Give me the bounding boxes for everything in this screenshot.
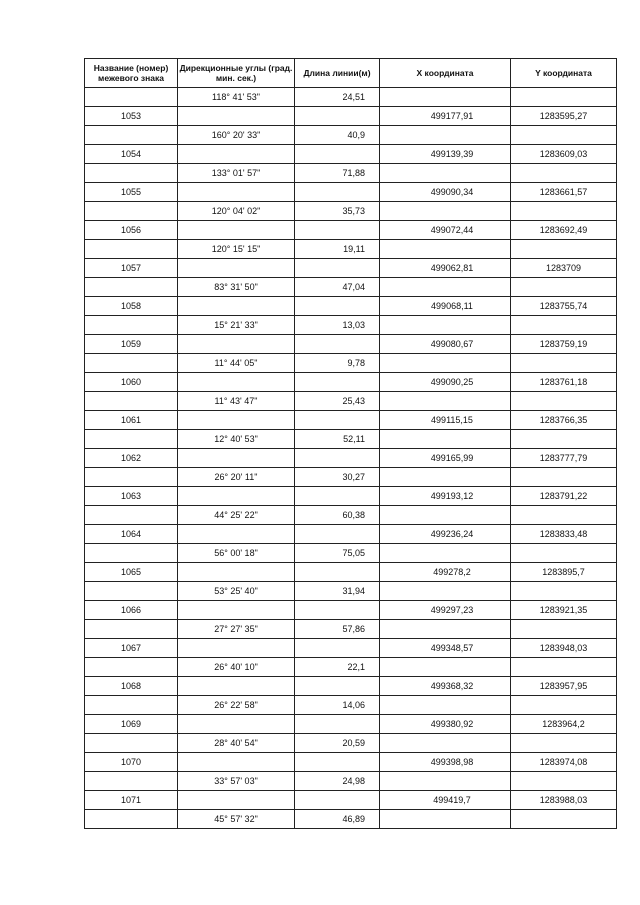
point-name-cell bbox=[85, 88, 178, 107]
x-cell: 499398,98 bbox=[380, 753, 511, 772]
y-cell: 1283948,03 bbox=[511, 639, 617, 658]
x-cell bbox=[380, 620, 511, 639]
y-cell bbox=[511, 696, 617, 715]
y-cell bbox=[511, 316, 617, 335]
y-cell: 1283595,27 bbox=[511, 107, 617, 126]
x-cell bbox=[380, 126, 511, 145]
bearing-cell: 11° 43' 47" bbox=[178, 392, 295, 411]
length-cell: 24,98 bbox=[295, 772, 380, 791]
table-row-segment bbox=[85, 468, 617, 487]
bearing-cell: 45° 57' 32" bbox=[178, 810, 295, 829]
point-name-cell bbox=[85, 468, 178, 487]
table-row-point bbox=[85, 183, 617, 202]
x-cell bbox=[380, 164, 511, 183]
y-cell: 1283777,79 bbox=[511, 449, 617, 468]
y-cell: 1283609,03 bbox=[511, 145, 617, 164]
table-row-segment bbox=[85, 696, 617, 715]
y-cell bbox=[511, 430, 617, 449]
length-cell bbox=[295, 183, 380, 202]
x-cell bbox=[380, 202, 511, 221]
length-cell: 24,51 bbox=[295, 88, 380, 107]
point-name-cell: 1061 bbox=[85, 411, 178, 430]
x-cell bbox=[380, 506, 511, 525]
bearing-cell: 27° 27' 35" bbox=[178, 620, 295, 639]
y-cell: 1283833,48 bbox=[511, 525, 617, 544]
header-x: X координата bbox=[380, 59, 511, 88]
y-cell: 1283791,22 bbox=[511, 487, 617, 506]
length-cell: 60,38 bbox=[295, 506, 380, 525]
y-cell bbox=[511, 582, 617, 601]
point-name-cell: 1062 bbox=[85, 449, 178, 468]
length-cell bbox=[295, 221, 380, 240]
length-cell bbox=[295, 677, 380, 696]
point-name-cell bbox=[85, 620, 178, 639]
bearing-cell bbox=[178, 335, 295, 354]
x-cell bbox=[380, 278, 511, 297]
x-cell bbox=[380, 810, 511, 829]
length-cell: 25,43 bbox=[295, 392, 380, 411]
table-row-segment bbox=[85, 772, 617, 791]
y-cell: 1283957,95 bbox=[511, 677, 617, 696]
bearing-cell bbox=[178, 563, 295, 582]
table-row-point bbox=[85, 677, 617, 696]
length-cell bbox=[295, 753, 380, 772]
length-cell: 52,11 bbox=[295, 430, 380, 449]
bearing-cell: 133° 01' 57" bbox=[178, 164, 295, 183]
point-name-cell bbox=[85, 240, 178, 259]
table-row-point bbox=[85, 563, 617, 582]
bearing-cell: 26° 20' 11" bbox=[178, 468, 295, 487]
table-row-point bbox=[85, 411, 617, 430]
table-row-segment bbox=[85, 88, 617, 107]
y-cell: 1283759,19 bbox=[511, 335, 617, 354]
y-cell bbox=[511, 468, 617, 487]
length-cell: 46,89 bbox=[295, 810, 380, 829]
y-cell bbox=[511, 620, 617, 639]
point-name-cell bbox=[85, 734, 178, 753]
point-name-cell: 1066 bbox=[85, 601, 178, 620]
y-cell bbox=[511, 658, 617, 677]
x-cell: 499419,7 bbox=[380, 791, 511, 810]
x-cell bbox=[380, 468, 511, 487]
x-cell: 499090,25 bbox=[380, 373, 511, 392]
table-row-point bbox=[85, 791, 617, 810]
x-cell: 499080,67 bbox=[380, 335, 511, 354]
bearing-cell bbox=[178, 373, 295, 392]
length-cell bbox=[295, 107, 380, 126]
y-cell bbox=[511, 354, 617, 373]
header-length: Длина линии(м) bbox=[295, 59, 380, 88]
bearing-cell: 28° 40' 54" bbox=[178, 734, 295, 753]
table-row-segment bbox=[85, 316, 617, 335]
x-cell: 499348,57 bbox=[380, 639, 511, 658]
x-cell: 499368,32 bbox=[380, 677, 511, 696]
y-cell bbox=[511, 544, 617, 563]
bearing-cell bbox=[178, 145, 295, 164]
bearing-cell bbox=[178, 259, 295, 278]
point-name-cell: 1069 bbox=[85, 715, 178, 734]
bearing-cell bbox=[178, 449, 295, 468]
x-cell: 499072,44 bbox=[380, 221, 511, 240]
y-cell bbox=[511, 734, 617, 753]
bearing-cell bbox=[178, 601, 295, 620]
x-cell bbox=[380, 696, 511, 715]
length-cell: 31,94 bbox=[295, 582, 380, 601]
length-cell: 22,1 bbox=[295, 658, 380, 677]
point-name-cell: 1053 bbox=[85, 107, 178, 126]
table-row-point bbox=[85, 259, 617, 278]
length-cell bbox=[295, 259, 380, 278]
y-cell: 1283895,7 bbox=[511, 563, 617, 582]
y-cell: 1283988,03 bbox=[511, 791, 617, 810]
boundary-coordinates-table bbox=[84, 58, 617, 829]
x-cell: 499177,91 bbox=[380, 107, 511, 126]
table-row-point bbox=[85, 373, 617, 392]
table-row-segment bbox=[85, 544, 617, 563]
point-name-cell bbox=[85, 544, 178, 563]
x-cell bbox=[380, 430, 511, 449]
bearing-cell: 120° 04' 02" bbox=[178, 202, 295, 221]
x-cell: 499062,81 bbox=[380, 259, 511, 278]
point-name-cell bbox=[85, 164, 178, 183]
y-cell bbox=[511, 88, 617, 107]
bearing-cell: 118° 41' 53" bbox=[178, 88, 295, 107]
x-cell bbox=[380, 354, 511, 373]
length-cell: 14,06 bbox=[295, 696, 380, 715]
length-cell bbox=[295, 563, 380, 582]
point-name-cell bbox=[85, 354, 178, 373]
x-cell: 499115,15 bbox=[380, 411, 511, 430]
table-row-point bbox=[85, 221, 617, 240]
y-cell: 1283964,2 bbox=[511, 715, 617, 734]
bearing-cell bbox=[178, 297, 295, 316]
point-name-cell bbox=[85, 202, 178, 221]
y-cell: 1283692,49 bbox=[511, 221, 617, 240]
table-row-segment bbox=[85, 392, 617, 411]
header-bearing: Дирекционные углы (град. мин. сек.) bbox=[178, 59, 295, 88]
length-cell bbox=[295, 487, 380, 506]
y-cell: 1283921,35 bbox=[511, 601, 617, 620]
length-cell bbox=[295, 335, 380, 354]
length-cell: 9,78 bbox=[295, 354, 380, 373]
table-row-segment bbox=[85, 582, 617, 601]
point-name-cell bbox=[85, 696, 178, 715]
point-name-cell bbox=[85, 126, 178, 145]
y-cell bbox=[511, 278, 617, 297]
point-name-cell: 1071 bbox=[85, 791, 178, 810]
point-name-cell bbox=[85, 278, 178, 297]
table-row-point bbox=[85, 525, 617, 544]
point-name-cell: 1055 bbox=[85, 183, 178, 202]
point-name-cell bbox=[85, 582, 178, 601]
header-point-name: Название (номер) межевого знака bbox=[85, 59, 178, 88]
y-cell: 1283661,57 bbox=[511, 183, 617, 202]
length-cell: 20,59 bbox=[295, 734, 380, 753]
bearing-cell bbox=[178, 525, 295, 544]
point-name-cell bbox=[85, 658, 178, 677]
x-cell bbox=[380, 658, 511, 677]
table-row-segment bbox=[85, 658, 617, 677]
table-row-segment bbox=[85, 240, 617, 259]
bearing-cell: 11° 44' 05" bbox=[178, 354, 295, 373]
bearing-cell: 83° 31' 50" bbox=[178, 278, 295, 297]
table-row-point bbox=[85, 715, 617, 734]
point-name-cell: 1070 bbox=[85, 753, 178, 772]
length-cell: 40,9 bbox=[295, 126, 380, 145]
bearing-cell: 44° 25' 22" bbox=[178, 506, 295, 525]
bearing-cell bbox=[178, 183, 295, 202]
bearing-cell: 120° 15' 15" bbox=[178, 240, 295, 259]
x-cell bbox=[380, 544, 511, 563]
length-cell: 47,04 bbox=[295, 278, 380, 297]
bearing-cell bbox=[178, 107, 295, 126]
table-row-segment bbox=[85, 734, 617, 753]
x-cell bbox=[380, 88, 511, 107]
bearing-cell: 56° 00' 18" bbox=[178, 544, 295, 563]
length-cell: 13,03 bbox=[295, 316, 380, 335]
length-cell: 71,88 bbox=[295, 164, 380, 183]
scan-noise bbox=[482, 856, 612, 874]
point-name-cell: 1058 bbox=[85, 297, 178, 316]
point-name-cell: 1057 bbox=[85, 259, 178, 278]
bearing-cell bbox=[178, 411, 295, 430]
length-cell bbox=[295, 601, 380, 620]
y-cell: 1283761,18 bbox=[511, 373, 617, 392]
point-name-cell: 1067 bbox=[85, 639, 178, 658]
x-cell bbox=[380, 734, 511, 753]
x-cell: 499236,24 bbox=[380, 525, 511, 544]
point-name-cell: 1059 bbox=[85, 335, 178, 354]
table-row-point bbox=[85, 601, 617, 620]
x-cell: 499193,12 bbox=[380, 487, 511, 506]
x-cell bbox=[380, 772, 511, 791]
table-row-point bbox=[85, 145, 617, 164]
table-row-point bbox=[85, 487, 617, 506]
x-cell bbox=[380, 240, 511, 259]
point-name-cell: 1068 bbox=[85, 677, 178, 696]
x-cell: 499380,92 bbox=[380, 715, 511, 734]
length-cell bbox=[295, 411, 380, 430]
point-name-cell: 1063 bbox=[85, 487, 178, 506]
y-cell bbox=[511, 126, 617, 145]
bearing-cell: 33° 57' 03" bbox=[178, 772, 295, 791]
point-name-cell: 1054 bbox=[85, 145, 178, 164]
length-cell bbox=[295, 639, 380, 658]
point-name-cell bbox=[85, 506, 178, 525]
length-cell: 30,27 bbox=[295, 468, 380, 487]
table-row-segment bbox=[85, 126, 617, 145]
length-cell bbox=[295, 145, 380, 164]
bearing-cell bbox=[178, 753, 295, 772]
table-header-row bbox=[85, 59, 617, 88]
bearing-cell bbox=[178, 487, 295, 506]
y-cell: 1283709 bbox=[511, 259, 617, 278]
bearing-cell: 53° 25' 40" bbox=[178, 582, 295, 601]
point-name-cell bbox=[85, 392, 178, 411]
table-row-segment bbox=[85, 620, 617, 639]
point-name-cell: 1064 bbox=[85, 525, 178, 544]
document-page bbox=[84, 58, 616, 829]
x-cell: 499297,23 bbox=[380, 601, 511, 620]
y-cell bbox=[511, 202, 617, 221]
table-row-segment bbox=[85, 810, 617, 829]
x-cell: 499139,39 bbox=[380, 145, 511, 164]
length-cell bbox=[295, 449, 380, 468]
table-row-segment bbox=[85, 354, 617, 373]
y-cell: 1283766,35 bbox=[511, 411, 617, 430]
y-cell bbox=[511, 772, 617, 791]
table-row-point bbox=[85, 753, 617, 772]
point-name-cell: 1060 bbox=[85, 373, 178, 392]
bearing-cell: 12° 40' 53" bbox=[178, 430, 295, 449]
point-name-cell: 1056 bbox=[85, 221, 178, 240]
bearing-cell: 26° 40' 10" bbox=[178, 658, 295, 677]
point-name-cell bbox=[85, 316, 178, 335]
table-row-segment bbox=[85, 430, 617, 449]
y-cell bbox=[511, 506, 617, 525]
bearing-cell bbox=[178, 677, 295, 696]
x-cell bbox=[380, 316, 511, 335]
y-cell: 1283974,08 bbox=[511, 753, 617, 772]
y-cell bbox=[511, 240, 617, 259]
bearing-cell bbox=[178, 715, 295, 734]
bearing-cell bbox=[178, 791, 295, 810]
y-cell bbox=[511, 810, 617, 829]
y-cell bbox=[511, 164, 617, 183]
bearing-cell: 160° 20' 33" bbox=[178, 126, 295, 145]
table-row-point bbox=[85, 449, 617, 468]
table-row-point bbox=[85, 297, 617, 316]
x-cell bbox=[380, 582, 511, 601]
length-cell bbox=[295, 715, 380, 734]
bearing-cell: 26° 22' 58" bbox=[178, 696, 295, 715]
table-row-point bbox=[85, 335, 617, 354]
table-row-segment bbox=[85, 202, 617, 221]
bearing-cell bbox=[178, 221, 295, 240]
header-y: Y координата bbox=[511, 59, 617, 88]
y-cell bbox=[511, 392, 617, 411]
table-row-point bbox=[85, 639, 617, 658]
y-cell: 1283755,74 bbox=[511, 297, 617, 316]
table-row-segment bbox=[85, 278, 617, 297]
table-row-segment bbox=[85, 164, 617, 183]
length-cell: 75,05 bbox=[295, 544, 380, 563]
length-cell: 57,86 bbox=[295, 620, 380, 639]
bearing-cell bbox=[178, 639, 295, 658]
x-cell: 499090,34 bbox=[380, 183, 511, 202]
x-cell bbox=[380, 392, 511, 411]
length-cell: 35,73 bbox=[295, 202, 380, 221]
length-cell bbox=[295, 791, 380, 810]
x-cell: 499165,99 bbox=[380, 449, 511, 468]
point-name-cell bbox=[85, 810, 178, 829]
bearing-cell: 15° 21' 33" bbox=[178, 316, 295, 335]
point-name-cell: 1065 bbox=[85, 563, 178, 582]
point-name-cell bbox=[85, 772, 178, 791]
table-row-segment bbox=[85, 506, 617, 525]
length-cell bbox=[295, 373, 380, 392]
length-cell bbox=[295, 525, 380, 544]
length-cell: 19,11 bbox=[295, 240, 380, 259]
point-name-cell bbox=[85, 430, 178, 449]
length-cell bbox=[295, 297, 380, 316]
x-cell: 499068,11 bbox=[380, 297, 511, 316]
table-row-point bbox=[85, 107, 617, 126]
x-cell: 499278,2 bbox=[380, 563, 511, 582]
